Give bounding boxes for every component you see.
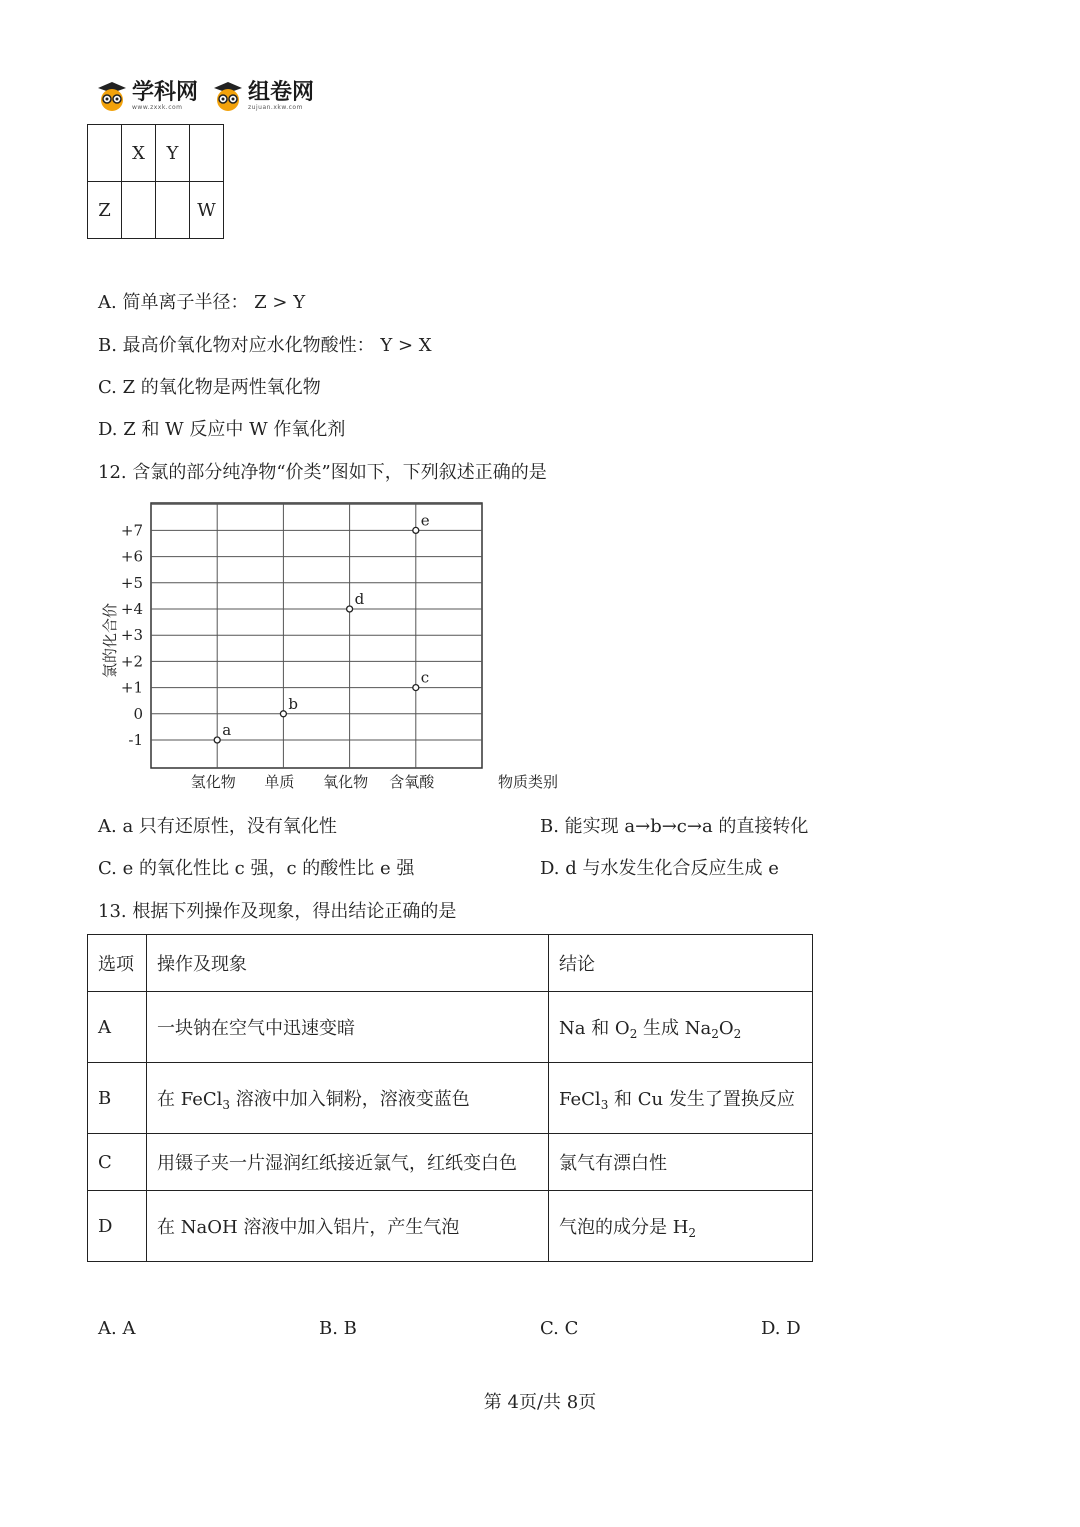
q13-answer-d: D. D (761, 1318, 801, 1339)
row-conclusion: 氯气有漂白性 (549, 1134, 813, 1191)
owl-logo-icon (212, 80, 244, 112)
q11-option-d: D. Z 和 W 反应中 W 作氧化剂 (98, 419, 346, 440)
row-conclusion: 气泡的成分是 $H_2$ (549, 1191, 813, 1262)
row-option: C (88, 1134, 147, 1191)
pt-cell (156, 182, 190, 239)
header-operation: 操作及现象 (147, 935, 549, 992)
table-row (88, 1063, 813, 1134)
chart-x-label: 物质类别 (498, 773, 559, 791)
chart-point-label-e: e (420, 511, 430, 530)
chart-point-b (280, 711, 286, 717)
row-operation: 在 NaOH 溶液中加入铝片，产生气泡 (147, 1191, 549, 1262)
chart-y-tick-label: +6 (120, 547, 143, 566)
experiment-table (87, 934, 813, 1262)
q13-answer-a: A. A (98, 1318, 136, 1339)
chart-y-tick-label: +2 (120, 652, 143, 671)
valence-class-chart (95, 495, 559, 795)
pt-cell (190, 125, 224, 182)
pt-cell (88, 125, 122, 182)
q11-option-a: A. 简单离子半径： Z > Y (98, 292, 306, 313)
logo1-name: 学科网 (132, 79, 199, 105)
q12-option-b: B. 能实现 a→b→c→a 的直接转化 (540, 816, 809, 837)
chart-point-label-b: b (288, 694, 299, 713)
row-option: D (88, 1191, 147, 1262)
pt-cell-w: W (190, 182, 224, 239)
chart-y-tick-label: 0 (133, 704, 143, 723)
periodic-table-fragment (87, 124, 224, 239)
chart-x-category-label: 含氧酸 (389, 773, 435, 791)
logo2-name: 组卷网 (248, 79, 315, 105)
table-row (88, 992, 813, 1063)
chart-y-tick-label: +7 (120, 521, 143, 540)
logo1-url: www.zxxk.com (132, 103, 183, 111)
row-conclusion: Na 和 $O_2$ 生成 $Na_2O_2$ (549, 992, 813, 1063)
q11-option-b: B. 最高价氧化物对应水化物酸性： Y > X (98, 335, 432, 356)
q13-answer-c: C. C (540, 1318, 579, 1339)
row-conclusion: FeCl$_3$ 和 Cu 发生了置换反应 (549, 1063, 813, 1134)
chart-point-e (413, 527, 419, 533)
chart-point-c (413, 685, 419, 691)
row-operation: 用镊子夹一片湿润红纸接近氯气，红纸变白色 (147, 1134, 549, 1191)
q12-option-a: A. a 只有还原性，没有氧化性 (98, 816, 337, 837)
logo-zujuanwang (212, 80, 314, 112)
pt-cell (122, 182, 156, 239)
chart-y-label: 氯的化合价 (101, 602, 119, 679)
q11-option-c: C. Z 的氧化物是两性氧化物 (98, 377, 321, 398)
chart-x-category-label: 氢化物 (190, 773, 236, 791)
table-row (88, 1191, 813, 1262)
chart-point-a (214, 737, 220, 743)
chart-y-tick-label: +4 (120, 600, 143, 618)
chart-point-d (347, 606, 353, 612)
header-option: 选项 (88, 935, 147, 992)
table-row (88, 1134, 813, 1191)
row-operation: 一块钠在空气中迅速变暗 (147, 992, 549, 1063)
chart-y-ticks (121, 521, 143, 749)
chart-y-tick-label: +5 (120, 573, 143, 592)
chart-x-category-label: 氧化物 (323, 773, 369, 791)
q12-option-d: D. d 与水发生化合反应生成 e (540, 858, 779, 879)
table-header-row (88, 935, 813, 992)
row-operation: 在 FeCl$_3$ 溶液中加入铜粉，溶液变蓝色 (147, 1063, 549, 1134)
chart-point-label-c: c (420, 668, 430, 687)
owl-logo-icon (96, 80, 128, 112)
chart-x-category-label: 单质 (264, 773, 295, 791)
logo2-url: zujuan.xkw.com (248, 103, 303, 111)
pt-cell-x: X (122, 125, 156, 182)
chart-y-tick-label: +3 (120, 626, 143, 645)
pt-cell-z: Z (88, 182, 122, 239)
chart-x-categories (191, 773, 436, 791)
q13-answer-b: B. B (319, 1318, 357, 1339)
page-number: 第 4页/共 8页 (483, 1392, 597, 1413)
chart-points (214, 511, 430, 743)
pt-cell-y: Y (156, 125, 190, 182)
chart-point-label-a: a (222, 721, 232, 739)
row-option: A (88, 992, 147, 1063)
chart-grid (151, 503, 482, 768)
q13-stem: 13. 根据下列操作及现象，得出结论正确的是 (98, 901, 457, 922)
header-logos (96, 80, 314, 112)
chart-y-tick-label: -1 (128, 731, 143, 749)
logo-xuekewang (96, 80, 198, 112)
chart-y-tick-label: +1 (120, 678, 143, 697)
row-option: B (88, 1063, 147, 1134)
header-conclusion: 结论 (549, 935, 813, 992)
q12-stem: 12. 含氯的部分纯净物“价类”图如下，下列叙述正确的是 (98, 462, 547, 483)
q12-option-c: C. e 的氧化性比 c 强，c 的酸性比 e 强 (98, 858, 415, 879)
chart-point-label-d: d (354, 590, 365, 608)
